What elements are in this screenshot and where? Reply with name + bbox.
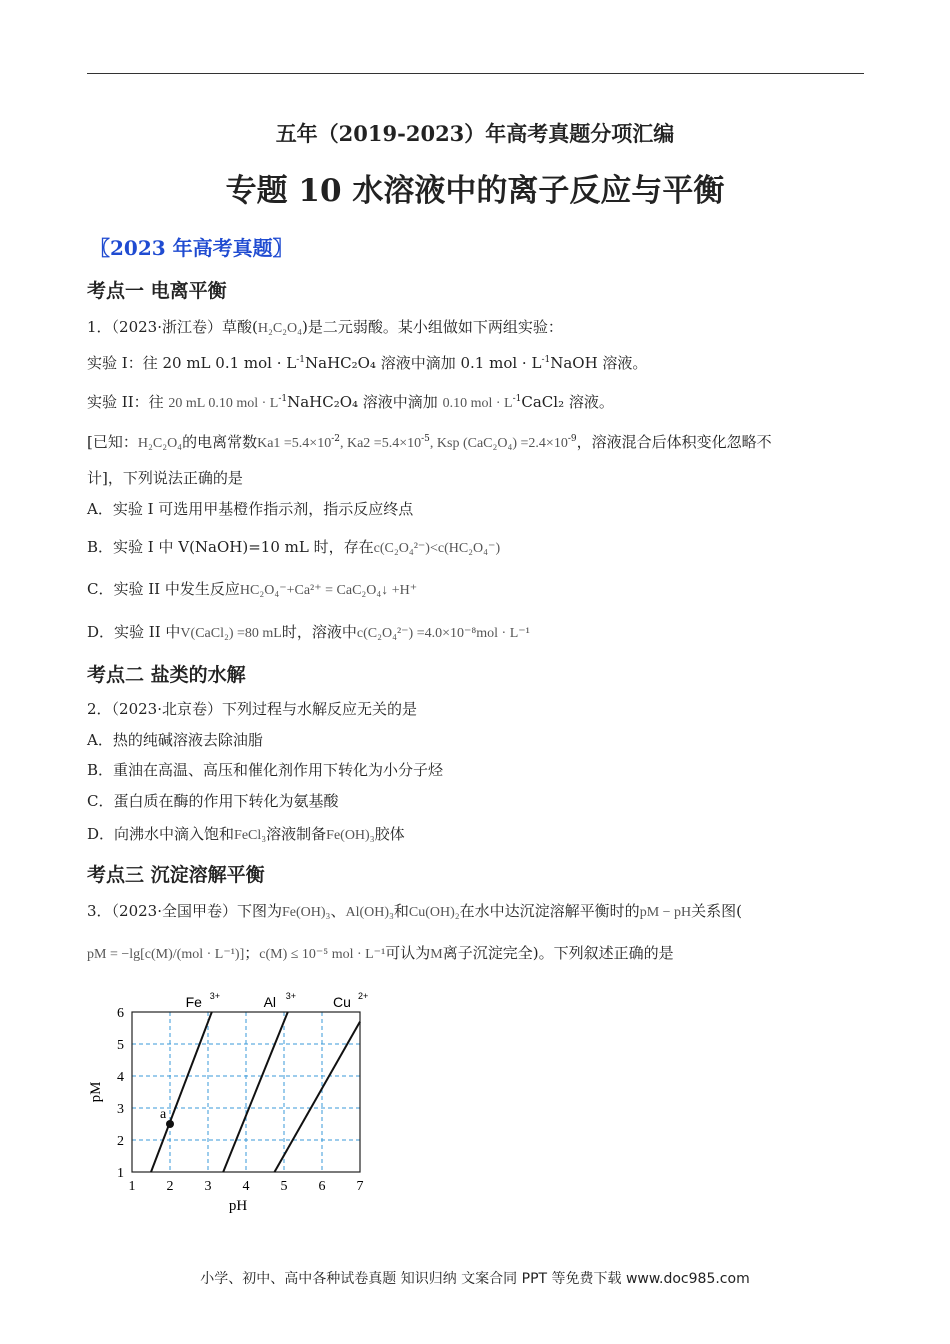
- series-charge-cu: 2+: [358, 991, 369, 1001]
- header-rule: [87, 73, 864, 74]
- q3-stem-cont: pM = −lg[c(M)/(mol · L⁻¹)]；c(M) ≤ 10⁻⁵ mol · L⁻¹可认为M离子沉淀完全)。下列叙述正确的是: [87, 944, 674, 962]
- series-label-fe: Fe: [185, 994, 202, 1010]
- y-tick-label: 3: [117, 1102, 124, 1117]
- series-charge-al: 3+: [285, 991, 297, 1001]
- q3-stem: 3．（2023·全国甲卷）下图为Fe(OH)₃、Al(OH)₃和Cu(OH)₂在水中达沉淀溶解平衡时的pM − pH关系图(: [87, 902, 743, 920]
- x-tick-label: 7: [356, 1179, 364, 1194]
- q1-option-c: C．实验 II 中发生反应HC₂O₄⁻+Ca²⁺ = CaC₂O₄↓ +H⁺: [87, 580, 418, 598]
- series-line-fe: [151, 1012, 212, 1172]
- year-section-tag: 〖2023 年高考真题〗: [90, 236, 293, 260]
- x-tick-label: 1: [128, 1179, 136, 1194]
- q1-stem: 1．（2023·浙江卷）草酸(H₂C₂O₄)是二元弱酸。某小组做如下两组实验：: [87, 318, 563, 336]
- y-tick-label: 6: [117, 1006, 124, 1021]
- x-tick-label: 2: [166, 1179, 174, 1194]
- y-tick-label: 4: [117, 1070, 124, 1085]
- section-heading-hydrolysis: 考点二 盐类的水解: [87, 664, 246, 686]
- section-heading-ionization: 考点一 电离平衡: [87, 280, 227, 302]
- series-label-cu: Cu: [333, 994, 351, 1010]
- series-charge-fe: 3+: [209, 991, 221, 1001]
- y-tick-label: 1: [117, 1166, 124, 1181]
- q2-stem: 2．（2023·北京卷）下列过程与水解反应无关的是: [87, 700, 417, 718]
- q1-known-cont: 计]，下列说法正确的是: [87, 469, 243, 487]
- q1-exp2: 实验 II：往 20 mL 0.10 mol · $L^{-1}NaHC_2O_4$ 溶液中滴加 0.10 mol · $L^{-1}CaCl_2$ 溶液。: [87, 393, 614, 411]
- y-tick-label: 2: [117, 1134, 124, 1149]
- q2-option-b: B．重油在高温、高压和催化剂作用下转化为小分子烃: [87, 761, 444, 779]
- point-a-marker: [166, 1120, 174, 1128]
- x-tick-label: 6: [318, 1179, 326, 1194]
- q2-option-c: C．蛋白质在酶的作用下转化为氨基酸: [87, 792, 339, 810]
- q1-known: [已知：H₂C₂O₄的电离常数$Ka1 =5.4\times 10^{-2}$, $Ka2 =5.4\times 10^{-5}$, Ksp $(CaC_2O_4) =2.4\times 10^{-9}$，溶液混合后体积变化忽略不: [87, 433, 772, 451]
- q1-option-a: A．实验 I 可选用甲基橙作指示剂，指示反应终点: [87, 500, 414, 518]
- q2-option-a: A．热的纯碱溶液去除油脂: [87, 731, 263, 749]
- pm-ph-chart: [80, 985, 410, 1220]
- q2-option-d: D．向沸水中滴入饱和FeCl₃溶液制备Fe(OH)₃胶体: [87, 825, 405, 843]
- y-axis-label: pM: [88, 1081, 104, 1103]
- point-a-label: a: [160, 1107, 167, 1122]
- x-tick-label: 3: [204, 1179, 212, 1194]
- q1-exp1: 实验 I：往 20 mL 0.1 mol · $L^{-1}NaHC_2O_4$ 溶液中滴加 0.1 mol · $L^{-1}NaOH$ 溶液。: [87, 354, 648, 372]
- series-label-al: Al: [263, 994, 277, 1010]
- q1-option-d: D．实验 II 中V(CaCl₂) =80 mL时，溶液中c(C₂O₄²⁻) =4.0×10⁻⁸mol · L⁻¹: [87, 623, 530, 641]
- y-tick-label: 5: [117, 1038, 124, 1053]
- q1-option-b: B．实验 I 中 V(NaOH)=10 mL 时，存在c(C₂O₄²⁻)<c(HC₂O₄⁻): [87, 538, 501, 556]
- x-tick-label: 4: [242, 1179, 250, 1194]
- page-footer: 小学、初中、高中各种试卷真题 知识归纳 文案合同 PPT 等免费下载 www.doc985.com: [200, 1271, 750, 1287]
- section-heading-precipitation: 考点三 沉淀溶解平衡: [87, 864, 265, 886]
- x-axis-label: pH: [228, 1198, 248, 1214]
- series-line-al: [223, 1012, 288, 1172]
- document-title: 专题 10 水溶液中的离子反应与平衡: [225, 173, 725, 209]
- x-tick-label: 5: [280, 1179, 288, 1194]
- document-subtitle: 五年（2019-2023）年高考真题分项汇编: [275, 121, 675, 146]
